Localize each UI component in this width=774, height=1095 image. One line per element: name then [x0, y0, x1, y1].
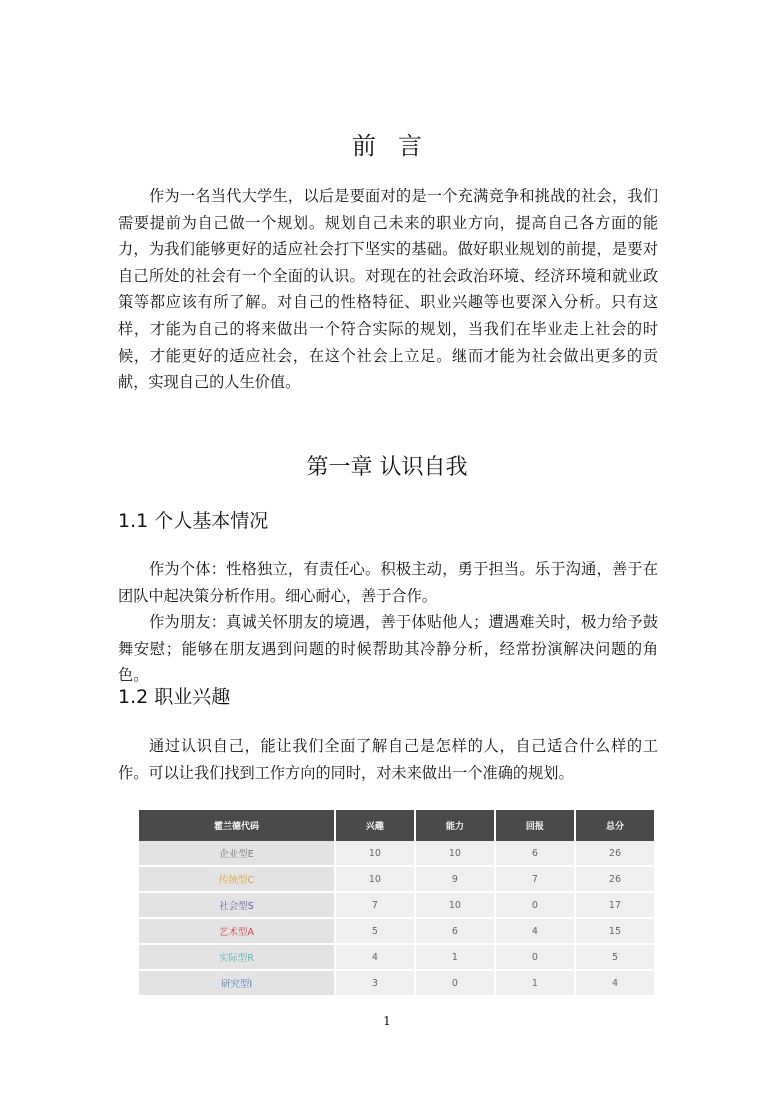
- interest-cell: 7: [336, 893, 414, 919]
- interest-cell: 3: [336, 971, 414, 997]
- table-header-cell: 回报: [496, 810, 574, 841]
- section-1-2-paragraph: 通过认识自己，能让我们全面了解自己是怎样的人，自己适合什么样的工作。可以让我们找到工作方向的同时，对未来做出一个准确的规划。: [118, 737, 658, 782]
- total-cell: 26: [576, 841, 654, 867]
- section-title-1-2: 1.2 职业兴趣: [118, 686, 231, 708]
- table-row: [139, 971, 654, 997]
- section-title-1-1: 1.1 个人基本情况: [118, 510, 269, 532]
- chapter-title: 第一章 认识自我: [306, 455, 468, 480]
- table-row: [139, 945, 654, 971]
- table-header-cell: 兴趣: [336, 810, 414, 841]
- total-cell: 17: [576, 893, 654, 919]
- holland-code-cell: 社会型S: [139, 893, 334, 919]
- preface-title: 前言: [352, 132, 444, 160]
- table-header-row: [139, 810, 654, 841]
- preface-paragraph: 作为一名当代大学生，以后是要面对的是一个充满竞争和挑战的社会，我们需要提前为自己做一个规划。规划自己未来的职业方向，提高自己各方面的能力，为我们能够更好的适应社会打下坚实的基础。做好职业规划的前提，是要对自己所处的社会有一个全面的认识。对现在的社会政治环境、经济环境和就业政策等都应该有所了解。对自己的性格特征、职业兴趣等也要深入分析。只有这样，才能为自己的将来做出一个符合实际的规划，当我们在毕业走上社会的时候，才能更好的适应社会，在这个社会上立足。继而才能为社会做出更多的贡献，实现自己的人生价值。: [118, 187, 658, 392]
- total-cell: 5: [576, 945, 654, 971]
- table-row: [139, 893, 654, 919]
- interest-cell: 10: [336, 841, 414, 867]
- table-header-cell: 能力: [416, 810, 494, 841]
- interest-cell: 5: [336, 919, 414, 945]
- table-row: [139, 919, 654, 945]
- interest-cell: 4: [336, 945, 414, 971]
- ability-cell: 6: [416, 919, 494, 945]
- ability-cell: 0: [416, 971, 494, 997]
- reward-cell: 7: [496, 867, 574, 893]
- holland-code-cell: 艺术型A: [139, 919, 334, 945]
- section-1-1-paragraph-2: 作为朋友：真诚关怀朋友的境遇，善于体贴他人；遭遇难关时，极力给予鼓舞安慰；能够在朋友遇到问题的时候帮助其冷静分析，经常扮演解决问题的角色。: [118, 613, 658, 685]
- page-number: 1: [383, 1014, 391, 1028]
- holland-code-cell: 实际型R: [139, 945, 334, 971]
- total-cell: 26: [576, 867, 654, 893]
- reward-cell: 0: [496, 945, 574, 971]
- ability-cell: 1: [416, 945, 494, 971]
- reward-cell: 1: [496, 971, 574, 997]
- ability-cell: 9: [416, 867, 494, 893]
- table-header-cell: 总分: [576, 810, 654, 841]
- reward-cell: 0: [496, 893, 574, 919]
- total-cell: 15: [576, 919, 654, 945]
- table-header-cell: 霍兰德代码: [139, 810, 334, 841]
- holland-code-cell: 研究型I: [139, 971, 334, 997]
- total-cell: 4: [576, 971, 654, 997]
- holland-code-cell: 企业型E: [139, 841, 334, 867]
- table-row: [139, 867, 654, 893]
- table-row: [139, 841, 654, 867]
- reward-cell: 4: [496, 919, 574, 945]
- section-1-1-paragraph-1: 作为个体：性格独立，有责任心。积极主动，勇于担当。乐于沟通，善于在团队中起决策分析作用。细心耐心，善于合作。: [118, 560, 658, 605]
- ability-cell: 10: [416, 841, 494, 867]
- holland-code-cell: 传统型C: [139, 867, 334, 893]
- reward-cell: 6: [496, 841, 574, 867]
- interest-cell: 10: [336, 867, 414, 893]
- holland-code-table: [137, 810, 656, 997]
- ability-cell: 10: [416, 893, 494, 919]
